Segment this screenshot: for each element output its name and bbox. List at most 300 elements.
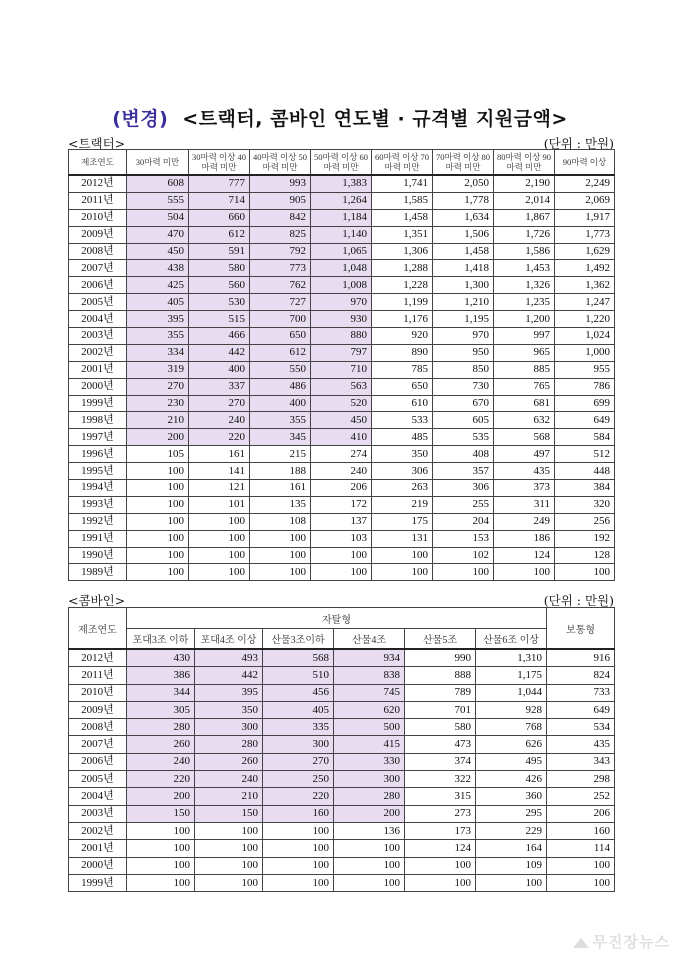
change-tag: (변경) — [112, 108, 169, 130]
amount-cell: 337 — [189, 378, 250, 395]
amount-cell: 2,014 — [494, 192, 555, 209]
amount-cell: 100 — [263, 840, 334, 857]
amount-cell: 344 — [127, 684, 195, 701]
amount-cell: 786 — [555, 378, 615, 395]
amount-cell: 374 — [405, 753, 476, 770]
amount-cell: 733 — [547, 684, 615, 701]
amount-cell: 105 — [127, 446, 189, 463]
amount-cell: 512 — [555, 446, 615, 463]
amount-cell: 100 — [195, 874, 263, 891]
amount-cell: 928 — [476, 701, 547, 718]
amount-cell: 124 — [405, 840, 476, 857]
combine-row — [69, 684, 615, 701]
amount-cell: 534 — [547, 719, 615, 736]
tractor-row — [69, 496, 615, 513]
amount-cell: 355 — [250, 412, 311, 429]
year-cell: 2006년 — [69, 277, 127, 294]
amount-cell: 584 — [555, 429, 615, 446]
amount-cell: 563 — [311, 378, 372, 395]
amount-cell: 100 — [127, 463, 189, 480]
amount-cell: 298 — [547, 771, 615, 788]
amount-cell: 2,249 — [555, 175, 615, 192]
tractor-row — [69, 260, 615, 277]
amount-cell: 727 — [250, 294, 311, 311]
tractor-row — [69, 192, 615, 209]
combine-row — [69, 822, 615, 839]
amount-cell: 608 — [127, 175, 189, 192]
amount-cell: 200 — [127, 429, 189, 446]
amount-cell: 343 — [547, 753, 615, 770]
amount-cell: 161 — [250, 480, 311, 497]
amount-cell: 785 — [372, 361, 433, 378]
year-cell: 2008년 — [69, 719, 127, 736]
amount-cell: 270 — [127, 378, 189, 395]
amount-cell: 485 — [372, 429, 433, 446]
amount-cell: 838 — [334, 667, 405, 684]
amount-cell: 950 — [433, 344, 494, 361]
year-cell: 1992년 — [69, 513, 127, 530]
combine-header-group: 자탈형 — [127, 608, 547, 629]
amount-cell: 384 — [555, 480, 615, 497]
tractor-section-header — [68, 134, 614, 150]
amount-cell: 100 — [189, 564, 250, 581]
tractor-row — [69, 328, 615, 345]
tractor-unit: (단위 : 만원) — [543, 136, 614, 151]
amount-cell: 1,288 — [372, 260, 433, 277]
amount-cell: 456 — [263, 684, 334, 701]
amount-cell: 300 — [334, 771, 405, 788]
tractor-row — [69, 429, 615, 446]
amount-cell: 2,069 — [555, 192, 615, 209]
amount-cell: 137 — [311, 513, 372, 530]
amount-cell: 568 — [263, 649, 334, 667]
amount-cell: 160 — [263, 805, 334, 822]
amount-cell: 497 — [494, 446, 555, 463]
tractor-row — [69, 463, 615, 480]
amount-cell: 970 — [433, 328, 494, 345]
amount-cell: 306 — [433, 480, 494, 497]
amount-cell: 1,200 — [494, 311, 555, 328]
tractor-row — [69, 226, 615, 243]
amount-cell: 880 — [311, 328, 372, 345]
amount-cell: 230 — [127, 395, 189, 412]
amount-cell: 100 — [127, 840, 195, 857]
amount-cell: 100 — [372, 547, 433, 564]
year-cell: 2007년 — [69, 260, 127, 277]
amount-cell: 535 — [433, 429, 494, 446]
amount-cell: 1,300 — [433, 277, 494, 294]
mountain-logo-icon — [573, 938, 589, 948]
amount-cell: 2,050 — [433, 175, 494, 192]
year-cell: 2009년 — [69, 701, 127, 718]
amount-cell: 442 — [189, 344, 250, 361]
amount-cell: 100 — [476, 874, 547, 891]
year-cell: 2002년 — [69, 822, 127, 839]
year-cell: 1990년 — [69, 547, 127, 564]
amount-cell: 395 — [195, 684, 263, 701]
year-cell: 1997년 — [69, 429, 127, 446]
amount-cell: 701 — [405, 701, 476, 718]
amount-cell: 700 — [250, 311, 311, 328]
amount-cell: 100 — [433, 564, 494, 581]
amount-cell: 109 — [476, 857, 547, 874]
amount-cell: 632 — [494, 412, 555, 429]
amount-cell: 335 — [263, 719, 334, 736]
amount-cell: 533 — [372, 412, 433, 429]
amount-cell: 280 — [334, 788, 405, 805]
amount-cell: 610 — [372, 395, 433, 412]
amount-cell: 765 — [494, 378, 555, 395]
amount-cell: 500 — [334, 719, 405, 736]
amount-cell: 1,176 — [372, 311, 433, 328]
tractor-header-cell: 80마력 이상 90마력 미만 — [494, 150, 555, 176]
amount-cell: 103 — [311, 530, 372, 547]
amount-cell: 311 — [494, 496, 555, 513]
tractor-row — [69, 277, 615, 294]
amount-cell: 415 — [334, 736, 405, 753]
tractor-row — [69, 361, 615, 378]
tractor-header-row — [69, 150, 615, 176]
amount-cell: 890 — [372, 344, 433, 361]
year-cell: 2001년 — [69, 840, 127, 857]
amount-cell: 1,235 — [494, 294, 555, 311]
amount-cell: 1,458 — [433, 243, 494, 260]
amount-cell: 220 — [263, 788, 334, 805]
year-cell: 2004년 — [69, 311, 127, 328]
year-cell: 2011년 — [69, 667, 127, 684]
amount-cell: 1,184 — [311, 209, 372, 226]
amount-cell: 131 — [372, 530, 433, 547]
amount-cell: 252 — [547, 788, 615, 805]
amount-cell: 993 — [250, 175, 311, 192]
amount-cell: 100 — [405, 857, 476, 874]
amount-cell: 305 — [127, 701, 195, 718]
amount-cell: 620 — [334, 701, 405, 718]
amount-cell: 206 — [547, 805, 615, 822]
year-cell: 1989년 — [69, 564, 127, 581]
amount-cell: 210 — [127, 412, 189, 429]
amount-cell: 100 — [555, 564, 615, 581]
year-cell: 2003년 — [69, 328, 127, 345]
amount-cell: 495 — [476, 753, 547, 770]
year-cell: 1996년 — [69, 446, 127, 463]
page-title — [0, 104, 680, 131]
tractor-row — [69, 446, 615, 463]
amount-cell: 450 — [311, 412, 372, 429]
amount-cell: 612 — [189, 226, 250, 243]
amount-cell: 100 — [405, 874, 476, 891]
amount-cell: 426 — [476, 771, 547, 788]
year-cell: 1999년 — [69, 395, 127, 412]
year-cell: 1991년 — [69, 530, 127, 547]
amount-cell: 100 — [250, 564, 311, 581]
amount-cell: 425 — [127, 277, 189, 294]
amount-cell: 229 — [476, 822, 547, 839]
amount-cell: 175 — [372, 513, 433, 530]
amount-cell: 100 — [547, 857, 615, 874]
tractor-row — [69, 564, 615, 581]
amount-cell: 150 — [195, 805, 263, 822]
amount-cell: 220 — [189, 429, 250, 446]
tractor-row — [69, 243, 615, 260]
amount-cell: 504 — [127, 209, 189, 226]
amount-cell: 850 — [433, 361, 494, 378]
amount-cell: 1,000 — [555, 344, 615, 361]
amount-cell: 100 — [334, 840, 405, 857]
amount-cell: 121 — [189, 480, 250, 497]
amount-cell: 580 — [405, 719, 476, 736]
amount-cell: 210 — [195, 788, 263, 805]
combine-subheader-cell: 산물3조이하 — [263, 629, 334, 650]
amount-cell: 493 — [195, 649, 263, 667]
amount-cell: 699 — [555, 395, 615, 412]
amount-cell: 345 — [250, 429, 311, 446]
amount-cell: 520 — [311, 395, 372, 412]
year-cell: 2002년 — [69, 344, 127, 361]
amount-cell: 128 — [555, 547, 615, 564]
combine-row — [69, 753, 615, 770]
amount-cell: 1,199 — [372, 294, 433, 311]
amount-cell: 670 — [433, 395, 494, 412]
amount-cell: 1,362 — [555, 277, 615, 294]
combine-section-header — [68, 591, 614, 607]
amount-cell: 916 — [547, 649, 615, 667]
amount-cell: 100 — [263, 822, 334, 839]
amount-cell: 100 — [127, 547, 189, 564]
amount-cell: 319 — [127, 361, 189, 378]
amount-cell: 255 — [433, 496, 494, 513]
amount-cell: 300 — [195, 719, 263, 736]
amount-cell: 970 — [311, 294, 372, 311]
amount-cell: 373 — [494, 480, 555, 497]
amount-cell: 280 — [127, 719, 195, 736]
amount-cell: 1,024 — [555, 328, 615, 345]
amount-cell: 141 — [189, 463, 250, 480]
amount-cell: 100 — [127, 564, 189, 581]
amount-cell: 410 — [311, 429, 372, 446]
title-text: <트랙터, 콤바인 연도별 · 규격별 지원금액> — [182, 108, 568, 130]
amount-cell: 1,453 — [494, 260, 555, 277]
amount-cell: 240 — [189, 412, 250, 429]
tractor-header-cell: 60마력 이상 70마력 미만 — [372, 150, 433, 176]
amount-cell: 466 — [189, 328, 250, 345]
amount-cell: 153 — [433, 530, 494, 547]
amount-cell: 330 — [334, 753, 405, 770]
amount-cell: 714 — [189, 192, 250, 209]
amount-cell: 108 — [250, 513, 311, 530]
amount-cell: 100 — [195, 822, 263, 839]
amount-cell: 2,190 — [494, 175, 555, 192]
tractor-row — [69, 547, 615, 564]
amount-cell: 438 — [127, 260, 189, 277]
tractor-row — [69, 412, 615, 429]
amount-cell: 408 — [433, 446, 494, 463]
year-cell: 2010년 — [69, 209, 127, 226]
amount-cell: 762 — [250, 277, 311, 294]
amount-cell: 100 — [195, 840, 263, 857]
amount-cell: 650 — [250, 328, 311, 345]
combine-row — [69, 667, 615, 684]
combine-table-body — [69, 649, 615, 892]
tractor-header-cell: 30마력 미만 — [127, 150, 189, 176]
amount-cell: 360 — [476, 788, 547, 805]
amount-cell: 100 — [334, 857, 405, 874]
amount-cell: 824 — [547, 667, 615, 684]
amount-cell: 114 — [547, 840, 615, 857]
amount-cell: 322 — [405, 771, 476, 788]
amount-cell: 1,778 — [433, 192, 494, 209]
year-cell: 1998년 — [69, 412, 127, 429]
tractor-table — [68, 149, 615, 581]
amount-cell: 357 — [433, 463, 494, 480]
year-cell: 2011년 — [69, 192, 127, 209]
amount-cell: 200 — [127, 788, 195, 805]
amount-cell: 350 — [195, 701, 263, 718]
amount-cell: 1,048 — [311, 260, 372, 277]
amount-cell: 591 — [189, 243, 250, 260]
amount-cell: 530 — [189, 294, 250, 311]
tractor-label: <트랙터> — [68, 136, 126, 151]
amount-cell: 730 — [433, 378, 494, 395]
amount-cell: 825 — [250, 226, 311, 243]
year-cell: 2005년 — [69, 771, 127, 788]
amount-cell: 792 — [250, 243, 311, 260]
amount-cell: 192 — [555, 530, 615, 547]
amount-cell: 240 — [311, 463, 372, 480]
tractor-header-cell: 30마력 이상 40마력 미만 — [189, 150, 250, 176]
amount-cell: 395 — [127, 311, 189, 328]
tractor-row — [69, 344, 615, 361]
amount-cell: 206 — [311, 480, 372, 497]
amount-cell: 256 — [555, 513, 615, 530]
amount-cell: 260 — [127, 736, 195, 753]
combine-row — [69, 874, 615, 891]
amount-cell: 186 — [494, 530, 555, 547]
amount-cell: 650 — [372, 378, 433, 395]
year-cell: 2005년 — [69, 294, 127, 311]
amount-cell: 470 — [127, 226, 189, 243]
amount-cell: 515 — [189, 311, 250, 328]
combine-subheader-cell: 포대4조 이상 — [195, 629, 263, 650]
tractor-row — [69, 378, 615, 395]
amount-cell: 280 — [195, 736, 263, 753]
year-cell: 2004년 — [69, 788, 127, 805]
amount-cell: 215 — [250, 446, 311, 463]
amount-cell: 100 — [311, 564, 372, 581]
amount-cell: 100 — [494, 564, 555, 581]
amount-cell: 1,175 — [476, 667, 547, 684]
combine-subheader-cell: 산물4조 — [334, 629, 405, 650]
tractor-table-body — [69, 175, 615, 581]
amount-cell: 710 — [311, 361, 372, 378]
tractor-header-cell: 50마력 이상 60마력 미만 — [311, 150, 372, 176]
combine-row — [69, 788, 615, 805]
year-cell: 2008년 — [69, 243, 127, 260]
amount-cell: 1,044 — [476, 684, 547, 701]
amount-cell: 568 — [494, 429, 555, 446]
amount-cell: 435 — [547, 736, 615, 753]
amount-cell: 473 — [405, 736, 476, 753]
amount-cell: 100 — [127, 822, 195, 839]
year-cell: 2000년 — [69, 857, 127, 874]
amount-cell: 100 — [250, 547, 311, 564]
year-cell: 2007년 — [69, 736, 127, 753]
combine-header-year: 제조연도 — [69, 608, 127, 650]
amount-cell: 405 — [263, 701, 334, 718]
amount-cell: 295 — [476, 805, 547, 822]
amount-cell: 1,867 — [494, 209, 555, 226]
tractor-header-cell: 90마력 이상 — [555, 150, 615, 176]
amount-cell: 1,458 — [372, 209, 433, 226]
year-cell: 2003년 — [69, 805, 127, 822]
amount-cell: 100 — [263, 857, 334, 874]
amount-cell: 560 — [189, 277, 250, 294]
amount-cell: 100 — [334, 874, 405, 891]
amount-cell: 1,634 — [433, 209, 494, 226]
year-cell: 1994년 — [69, 480, 127, 497]
amount-cell: 768 — [476, 719, 547, 736]
amount-cell: 905 — [250, 192, 311, 209]
amount-cell: 1,310 — [476, 649, 547, 667]
amount-cell: 1,306 — [372, 243, 433, 260]
amount-cell: 1,220 — [555, 311, 615, 328]
combine-subheader-cell: 포대3조 이하 — [127, 629, 195, 650]
year-cell: 2001년 — [69, 361, 127, 378]
amount-cell: 101 — [189, 496, 250, 513]
amount-cell: 400 — [189, 361, 250, 378]
year-cell: 2012년 — [69, 649, 127, 667]
tractor-row — [69, 294, 615, 311]
tractor-row — [69, 530, 615, 547]
amount-cell: 334 — [127, 344, 189, 361]
amount-cell: 164 — [476, 840, 547, 857]
amount-cell: 188 — [250, 463, 311, 480]
year-cell: 1999년 — [69, 874, 127, 891]
amount-cell: 100 — [189, 513, 250, 530]
amount-cell: 430 — [127, 649, 195, 667]
amount-cell: 789 — [405, 684, 476, 701]
amount-cell: 1,383 — [311, 175, 372, 192]
amount-cell: 306 — [372, 463, 433, 480]
year-cell: 2006년 — [69, 753, 127, 770]
year-cell: 2012년 — [69, 175, 127, 192]
amount-cell: 100 — [311, 547, 372, 564]
amount-cell: 100 — [547, 874, 615, 891]
amount-cell: 448 — [555, 463, 615, 480]
amount-cell: 1,351 — [372, 226, 433, 243]
amount-cell: 263 — [372, 480, 433, 497]
combine-row — [69, 840, 615, 857]
amount-cell: 486 — [250, 378, 311, 395]
amount-cell: 660 — [189, 209, 250, 226]
combine-subheader-cell: 산물6조 이상 — [476, 629, 547, 650]
combine-row — [69, 649, 615, 667]
amount-cell: 270 — [263, 753, 334, 770]
amount-cell: 605 — [433, 412, 494, 429]
amount-cell: 100 — [189, 547, 250, 564]
amount-cell: 135 — [250, 496, 311, 513]
amount-cell: 965 — [494, 344, 555, 361]
combine-subheader-cell: 산물5조 — [405, 629, 476, 650]
amount-cell: 100 — [250, 530, 311, 547]
amount-cell: 355 — [127, 328, 189, 345]
amount-cell: 172 — [311, 496, 372, 513]
amount-cell: 1,418 — [433, 260, 494, 277]
amount-cell: 219 — [372, 496, 433, 513]
amount-cell: 100 — [127, 530, 189, 547]
amount-cell: 955 — [555, 361, 615, 378]
amount-cell: 745 — [334, 684, 405, 701]
